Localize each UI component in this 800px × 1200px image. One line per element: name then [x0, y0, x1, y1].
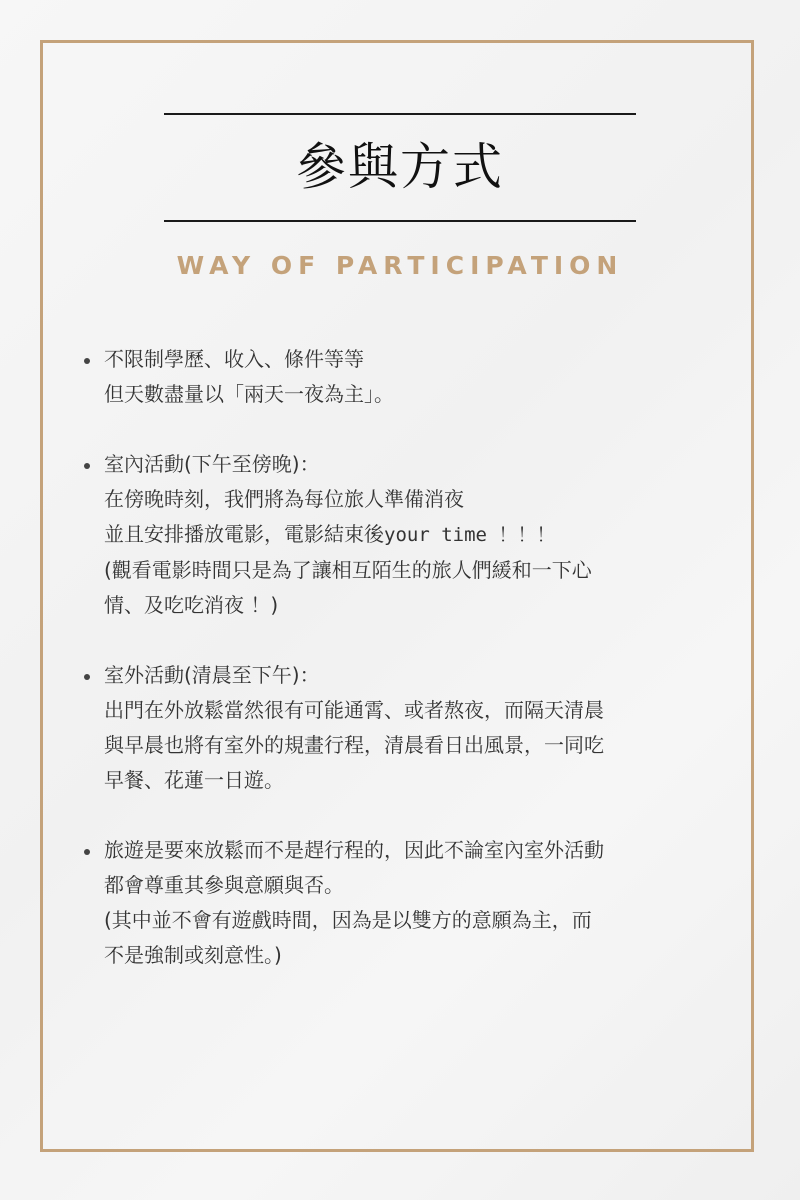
item-line: 早餐、花蓮一日遊。 [104, 768, 284, 792]
bullet-icon [84, 849, 90, 855]
item-line-part: your time ！！！ [384, 524, 556, 546]
list-item-indoor-activity [84, 447, 694, 623]
item-line: 情、及吃吃消夜 ！) [104, 593, 279, 617]
item-line: 旅遊是要來放鬆而不是趕行程的，因此不論室內室外活動 [104, 838, 604, 862]
list-item-outdoor-activity [84, 658, 694, 798]
item-line: 出門在外放鬆當然很有可能通霄、或者熬夜，而隔天清晨 [104, 698, 604, 722]
item-line: (觀看電影時間只是為了讓相互陌生的旅人們緩和一下心 [104, 558, 592, 582]
page-title: 參與方式 [296, 138, 504, 196]
item-line-part: 並且安排播放電影，電影結束後 [104, 522, 384, 546]
list-item-relaxation-note [84, 833, 694, 973]
item-line: (其中並不會有遊戲時間，因為是以雙方的意願為主，而 [104, 908, 592, 932]
title-bottom-rule [164, 220, 636, 222]
page-subtitle: WAY OF PARTICIPATION [176, 251, 624, 280]
item-line: 但天數盡量以「兩天一夜為主」。 [104, 382, 394, 406]
item-line: 在傍晚時刻，我們將為每位旅人準備消夜 [104, 487, 464, 511]
bullet-icon [84, 674, 90, 680]
item-line: 與早晨也將有室外的規畫行程，清晨看日出風景，一同吃 [104, 733, 604, 757]
item-line [104, 517, 694, 553]
item-line: 不限制學歷、收入、條件等等 [104, 347, 364, 371]
item-line: 都會尊重其參與意願與否。 [104, 873, 344, 897]
title-top-rule [164, 113, 636, 115]
item-line: 不是強制或刻意性。) [104, 943, 282, 967]
bullet-icon [84, 358, 90, 364]
item-line: 室外活動(清晨至下午)： [104, 663, 320, 687]
list-item-requirements [84, 342, 694, 412]
bullet-icon [84, 463, 90, 469]
participation-list [84, 342, 694, 1008]
item-line: 室內活動(下午至傍晚)： [104, 452, 320, 476]
